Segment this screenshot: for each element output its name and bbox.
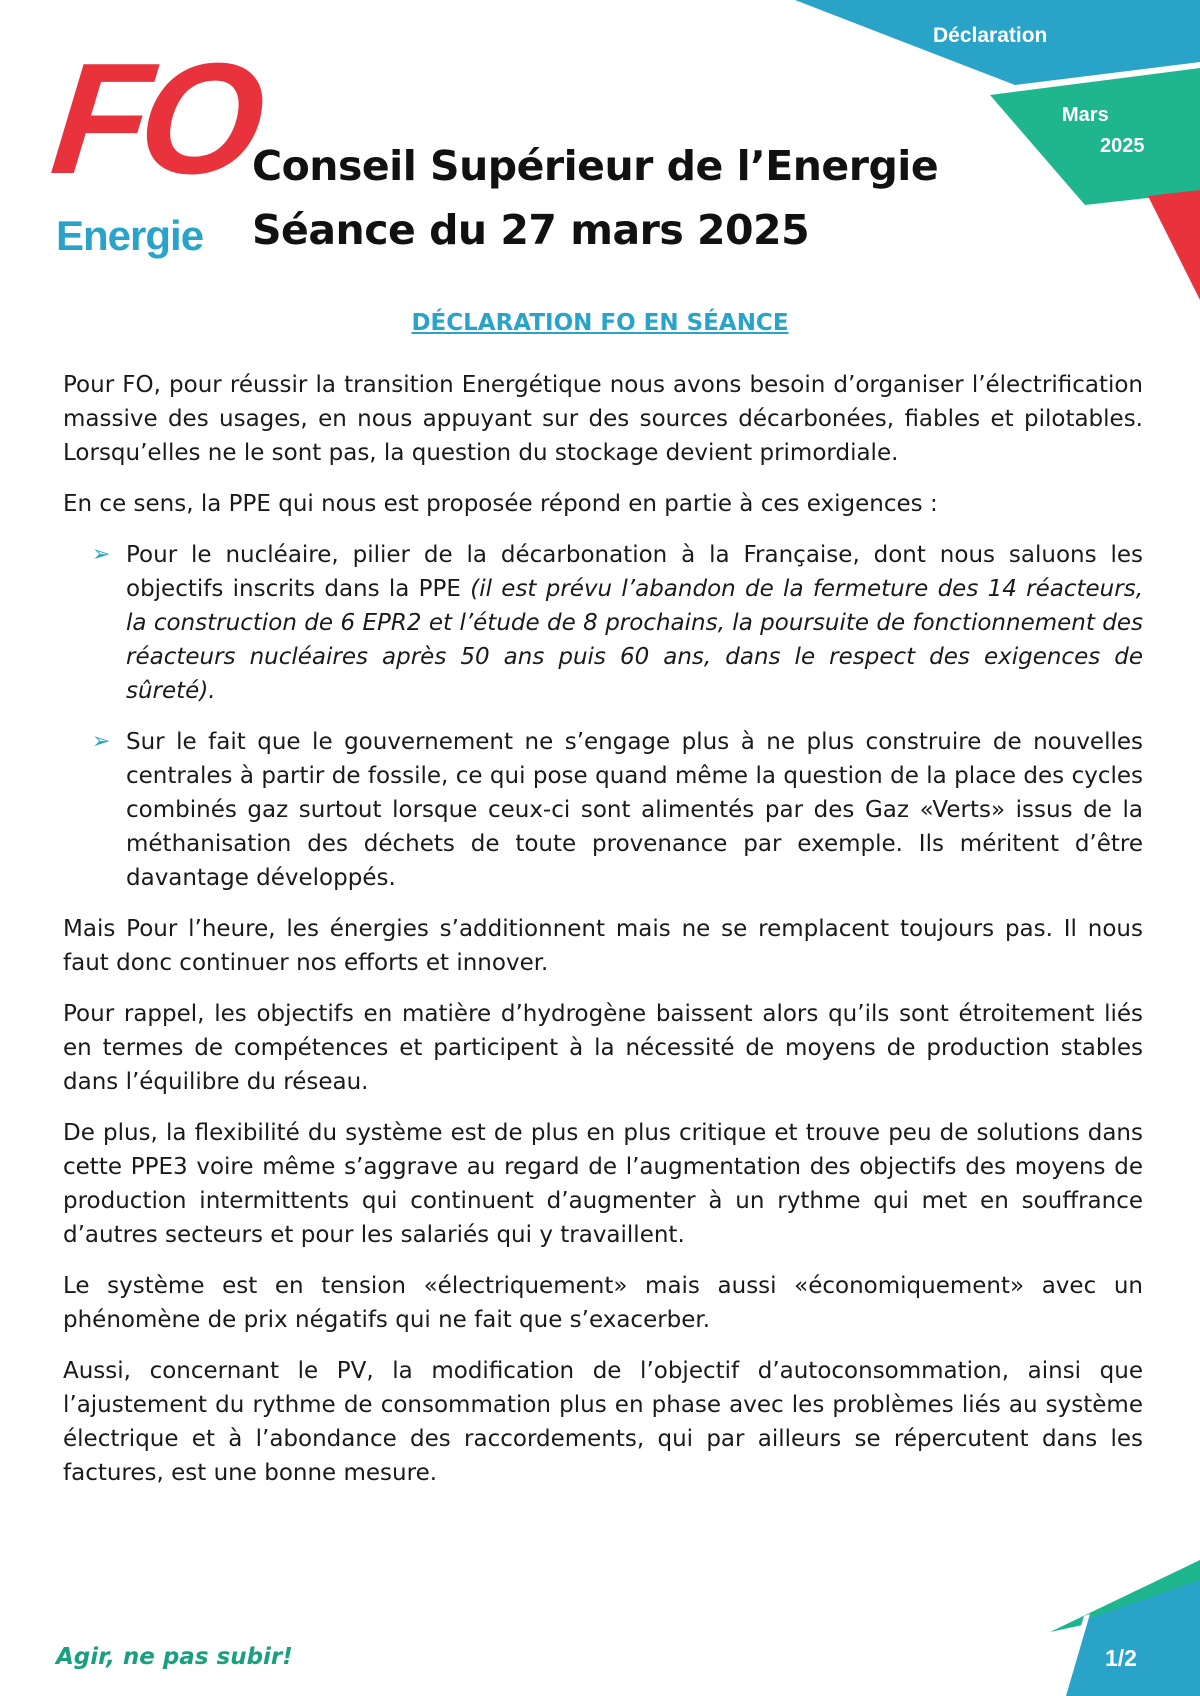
bullet-item-fossil <box>92 725 1143 895</box>
arrow-bullet-icon: ➢ <box>92 729 111 754</box>
page-number: 1/2 <box>1105 1645 1137 1671</box>
fo-logo: FO <box>44 31 263 207</box>
paragraph-5: De plus, la flexibilité du système est de plus en plus critique et trouve peu de solutions dans cette PPE3 voire même s’aggrave au regard de l’augmentation des objectifs des moyens de production intermittents qui continuent d’augmenter à un rythme qui met en souffrance d’autres secteurs et pour les salariés qui y travaillent. <box>63 1120 1143 1248</box>
paragraph-4: Pour rappel, les objectifs en matière d’hydrogène baissent alors qu’ils sont étroitement liés en termes de compétences et participent à la nécessité de moyens de production stables dans l’équilibre du réseau. <box>63 1001 1143 1095</box>
date-year: 2025 <box>1100 135 1145 157</box>
doc-type-tag: Déclaration <box>933 24 1048 47</box>
arrow-bullet-icon: ➢ <box>92 542 111 567</box>
paragraph-2: En ce sens, la PPE qui nous est proposée répond en partie à ces exigences : <box>63 491 938 517</box>
top-red-triangle <box>1148 190 1200 300</box>
paragraph-6: Le système est en tension «électriquement» mais aussi «économiquement» avec un phénomène de prix négatifs qui ne fait que s’exacerber. <box>63 1273 1143 1333</box>
footer-slogan: Agir, ne pas subir! <box>56 1644 293 1670</box>
page-title <box>252 134 938 262</box>
bullet-1-italic: (il est prévu l’abandon de la fermeture des 14 réacteurs, la construction de 6 EPR2 et l’étude de 8 prochains, la poursuite de fonctionnement des réacteurs nucléaires après 50 ans puis 60 ans, dans le respect des exigences de sûreté). <box>126 576 1143 704</box>
bullet-item-nuclear <box>92 538 1143 708</box>
paragraph-1: Pour FO, pour réussir la transition Energétique nous avons besoin d’organiser l’électrification massive des usages, en nous appuyant sur des sources décarbonées, fiables et pilotables. Lorsqu’elles ne le sont pas, la question du stockage devient primordiale. <box>63 372 1143 466</box>
top-teal-band <box>990 68 1200 205</box>
title-line-1: Conseil Supérieur de l’Energie <box>252 142 939 190</box>
bullet-list <box>63 538 1143 895</box>
declaration-heading: DÉCLARATION FO EN SÉANCE <box>411 310 789 336</box>
document-body <box>63 368 1143 1507</box>
paragraph-7: Aussi, concernant le PV, la modification de l’objectif d’autoconsommation, ainsi que l’ajustement du rythme de consommation plus en phase avec les problèmes liés au système électrique et à l’abondance des raccordements, qui par ailleurs se répercutent dans les factures, est une bonne mesure. <box>63 1358 1143 1486</box>
date-month: Mars <box>1062 104 1109 126</box>
title-line-2: Séance du 27 mars 2025 <box>252 206 810 254</box>
bullet-2-text: Sur le fait que le gouvernement ne s’engage plus à ne plus construire de nouvelles centrales à partir de fossile, ce qui pose quand même la question de la place des cycles combinés gaz surtout lorsque ceux-ci sont alimentés par des Gaz «Verts» issus de la méthanisation des déchets de toute provenance par exemple. Ils méritent d’être davantage développés. <box>126 729 1143 891</box>
energie-logo-text: Energie <box>56 212 204 259</box>
paragraph-3: Mais Pour l’heure, les énergies s’additionnent mais ne se remplacent toujours pas. Il nous faut donc continuer nos efforts et innover. <box>63 916 1143 976</box>
bullet-1-text: Pour le nucléaire, pilier de la décarbonation à la Française, dont nous saluons les objectifs inscrits dans la PPE <box>126 542 1143 602</box>
